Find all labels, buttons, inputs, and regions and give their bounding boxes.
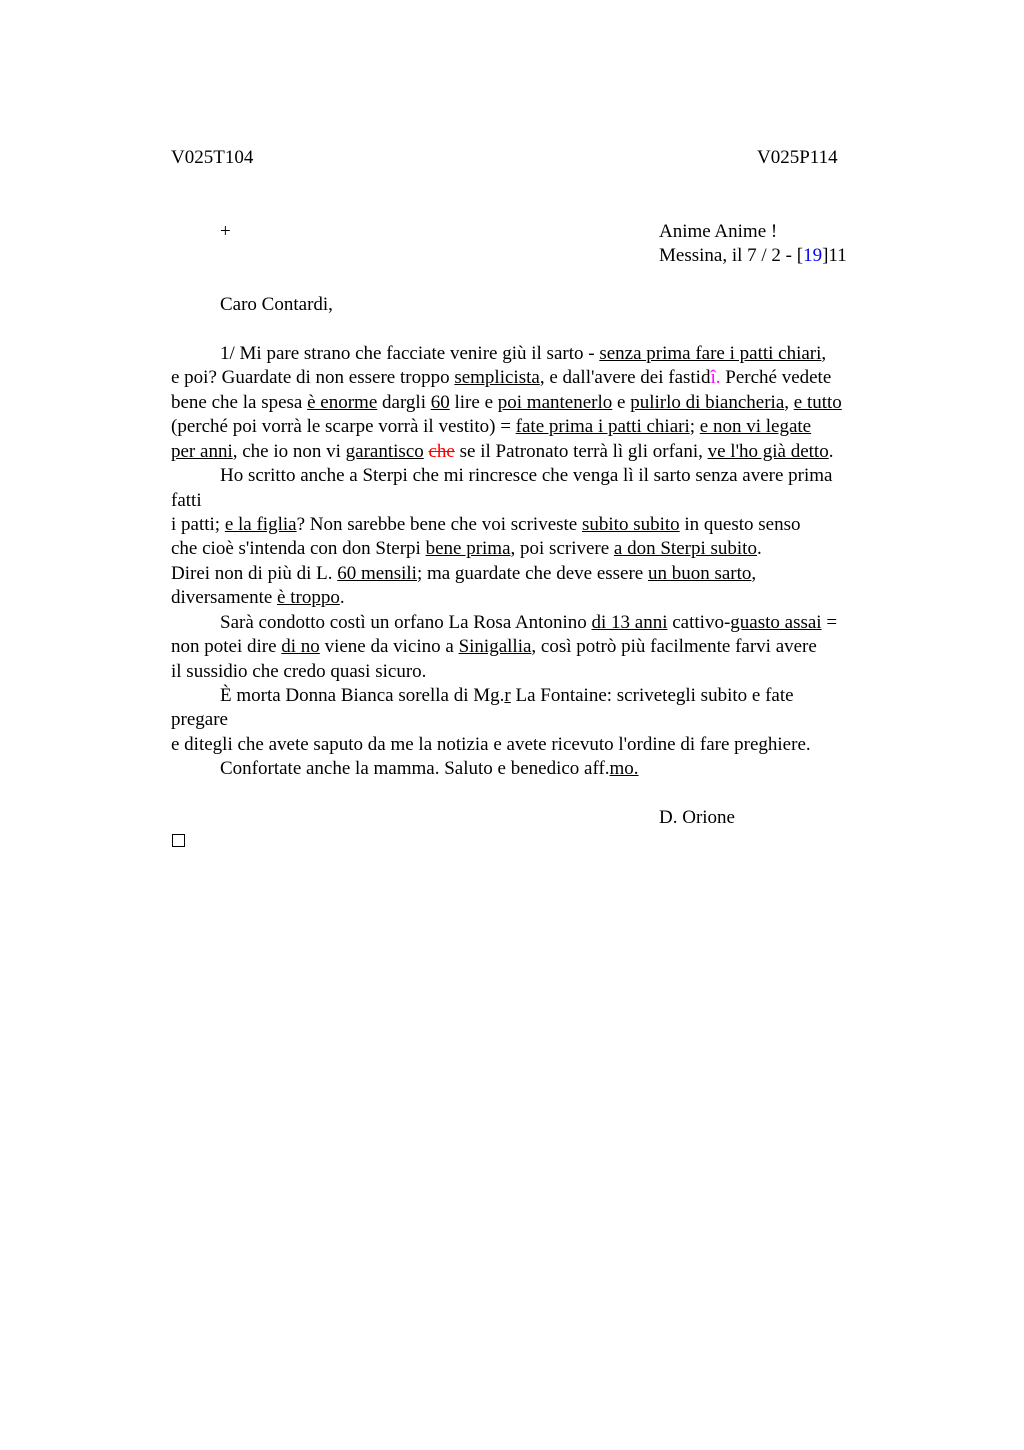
- text-run: i patti;: [171, 514, 225, 535]
- body-line: [220, 611, 837, 635]
- underlined-text: è enorme: [307, 392, 378, 413]
- text-run: in questo senso: [679, 514, 801, 535]
- motto: Anime Anime !: [659, 221, 778, 242]
- underlined-text: ve l'ho già detto: [707, 441, 829, 462]
- text-run: , e dall'avere dei fastid: [539, 367, 711, 388]
- body-line: [171, 513, 801, 537]
- text-run: ; ma guardate che deve essere: [416, 563, 648, 584]
- underlined-text: per anni: [171, 441, 233, 462]
- text-run: Direi non di più di L.: [171, 563, 338, 584]
- body-line: [171, 562, 756, 586]
- underlined-text: garantisco: [345, 441, 424, 462]
- text-run: ,: [821, 343, 827, 364]
- text-run: se il Patronato terrà lì gli orfani,: [454, 441, 708, 462]
- signature: D. Orione: [659, 807, 735, 828]
- text-run: ;: [689, 416, 700, 437]
- underlined-text: subito subito: [582, 514, 680, 535]
- text-run: =: [821, 612, 838, 633]
- text-run: bene che la spesa: [171, 392, 308, 413]
- text-run: diversamente: [171, 587, 278, 608]
- body-line: [171, 440, 833, 464]
- underlined-text: è troppo: [277, 587, 340, 608]
- text-run: .: [756, 538, 762, 559]
- underlined-text: di no: [281, 636, 320, 657]
- document-code-right: V025P114: [757, 147, 838, 168]
- accent-mark: î.: [710, 367, 721, 388]
- body-line: [171, 586, 345, 610]
- text-run: dargli: [377, 392, 431, 413]
- text-run: (perché poi vorrà le scarpe vorrà il vestito) =: [171, 416, 516, 437]
- text-run: e poi? Guardate di non essere troppo: [171, 367, 455, 388]
- body-line: [171, 537, 762, 561]
- date-line: [659, 244, 847, 268]
- body-line: il sussidio che credo quasi sicuro.: [171, 661, 427, 682]
- underlined-text: un buon sarto: [647, 563, 752, 584]
- text-run: ,: [784, 392, 794, 413]
- body-line: [171, 635, 817, 659]
- body-line: [220, 342, 826, 366]
- text-run: È morta Donna Bianca sorella di Mg.: [220, 685, 505, 706]
- text-run: , così potrò più facilmente farvi avere: [531, 636, 817, 657]
- underlined-text: e tutto: [793, 392, 842, 413]
- text-run: , che io non vi: [232, 441, 346, 462]
- text-run: , poi scrivere: [510, 538, 614, 559]
- text-run: Confortate anche la mamma. Saluto e benedico aff.: [220, 758, 610, 779]
- text-run: 1/ Mi pare strano che facciate venire giù il sarto -: [220, 343, 600, 364]
- underlined-text: a don Sterpi subito: [613, 538, 757, 559]
- body-line: Ho scritto anche a Sterpi che mi rincresce che venga lì il sarto senza avere prima: [220, 465, 833, 486]
- underlined-text: guasto assai: [730, 612, 822, 633]
- cross-symbol: +: [220, 221, 231, 242]
- end-of-document-box: [172, 834, 185, 847]
- underlined-text: e la figlia: [224, 514, 297, 535]
- date-suffix: ]11: [822, 245, 847, 266]
- text-run: Sarà condotto costì un orfano La Rosa Antonino: [220, 612, 592, 633]
- body-line: pregare: [171, 709, 228, 730]
- text-run: lire e: [449, 392, 498, 413]
- salutation: Caro Contardi,: [220, 294, 333, 315]
- body-line: [171, 366, 831, 390]
- text-run: .: [828, 441, 834, 462]
- underlined-text: pulirlo di biancheria: [630, 392, 785, 413]
- document-code-left: V025T104: [171, 147, 254, 168]
- body-line: e ditegli che avete saputo da me la notizia e avete ricevuto l'ordine di fare preghiere.: [171, 734, 811, 755]
- underlined-text: semplicista: [454, 367, 540, 388]
- deleted-text: che: [428, 441, 455, 462]
- body-line: [171, 415, 811, 439]
- underlined-text: senza prima fare i patti chiari: [599, 343, 822, 364]
- text-run: viene da vicino a: [319, 636, 459, 657]
- date-editorial-insert: 19: [803, 245, 823, 266]
- body-line: fatti: [171, 490, 202, 511]
- text-run: e: [612, 392, 631, 413]
- underlined-text: 60: [430, 392, 450, 413]
- underlined-text: bene prima: [425, 538, 511, 559]
- text-run: .: [339, 587, 345, 608]
- underlined-text: e non vi legate: [699, 416, 812, 437]
- text-run: ? Non sarebbe bene che voi scriveste: [296, 514, 582, 535]
- text-run: La Fontaine: scrivetegli subito e fate: [510, 685, 794, 706]
- body-line: [171, 391, 842, 415]
- text-run: che cioè s'intenda con don Sterpi: [171, 538, 426, 559]
- underlined-text: Sinigallia: [458, 636, 532, 657]
- text-run: ,: [751, 563, 757, 584]
- underlined-text: di 13 anni: [591, 612, 668, 633]
- body-line: [220, 757, 639, 781]
- underlined-text: fate prima i patti chiari: [515, 416, 690, 437]
- underlined-text: mo.: [609, 758, 639, 779]
- underlined-text: r: [504, 685, 511, 706]
- underlined-text: poi mantenerlo: [497, 392, 613, 413]
- text-run: non potei dire: [171, 636, 282, 657]
- text-run: cattivo-: [667, 612, 731, 633]
- text-run: Perché vedete: [720, 367, 832, 388]
- body-line: [220, 684, 794, 708]
- date-prefix: Messina, il 7 / 2 - [: [659, 245, 804, 266]
- underlined-text: 60 mensili: [337, 563, 417, 584]
